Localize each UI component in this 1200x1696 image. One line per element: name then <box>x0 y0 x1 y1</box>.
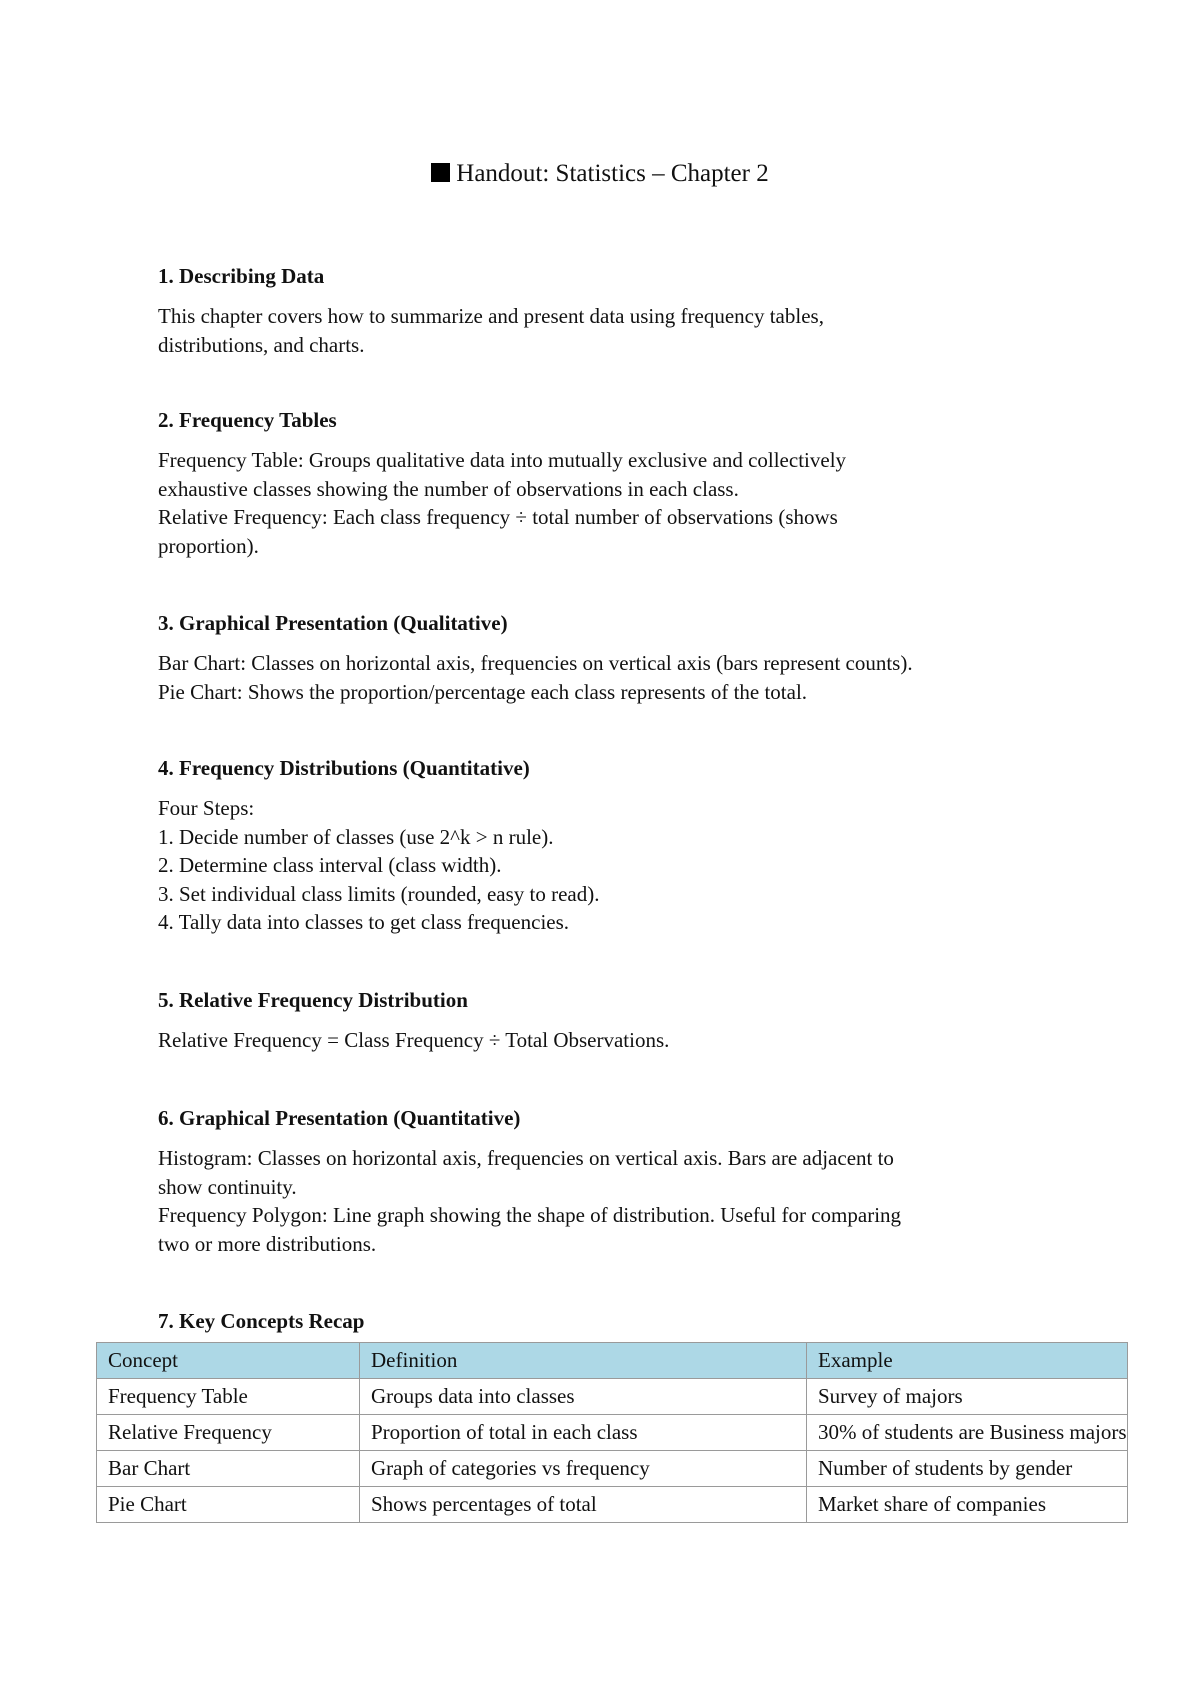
section-heading: 3. Graphical Presentation (Qualitative) <box>158 611 508 635</box>
section-heading: 6. Graphical Presentation (Quantitative) <box>158 1106 521 1130</box>
table-cell: Market share of companies <box>807 1487 1128 1523</box>
table-row <box>97 1451 1128 1487</box>
table-cell: 30% of students are Business majors <box>807 1415 1128 1451</box>
section-graphical-qualitative <box>158 609 1058 706</box>
black-square-icon <box>431 163 450 182</box>
table-cell: Number of students by gender <box>807 1451 1128 1487</box>
table-row <box>97 1415 1128 1451</box>
section-frequency-tables <box>158 406 1058 560</box>
section-heading: 5. Relative Frequency Distribution <box>158 988 468 1012</box>
table-cell: Frequency Table <box>97 1379 360 1415</box>
paragraph-line: Pie Chart: Shows the proportion/percentage each class represents of the total. <box>158 679 808 704</box>
column-header-concept: Concept <box>97 1343 360 1379</box>
table-cell: Graph of categories vs frequency <box>360 1451 807 1487</box>
table-cell: Shows percentages of total <box>360 1487 807 1523</box>
table-row <box>97 1379 1128 1415</box>
section-heading: 1. Describing Data <box>158 264 325 288</box>
section-frequency-distributions <box>158 754 1058 937</box>
paragraph-line: Relative Frequency = Class Frequency ÷ Total Observations. <box>158 1028 670 1052</box>
paragraph-line: two or more distributions. <box>158 1231 377 1256</box>
paragraph-line: 2. Determine class interval (class width). <box>158 853 502 877</box>
table-header-row <box>97 1343 1128 1379</box>
section-describing-data <box>158 262 1058 359</box>
section-heading: 4. Frequency Distributions (Quantitative) <box>158 756 530 780</box>
page-title <box>0 158 1200 190</box>
paragraph-line: Bar Chart: Classes on horizontal axis, frequencies on vertical axis (bars represent counts). <box>158 651 913 675</box>
paragraph-line: Frequency Table: Groups qualitative data into mutually exclusive and collectively <box>158 448 847 472</box>
key-concepts-table <box>96 1342 1128 1523</box>
table-cell: Groups data into classes <box>360 1379 807 1415</box>
table-cell: Relative Frequency <box>97 1415 360 1451</box>
paragraph-line: show continuity. <box>158 1174 297 1199</box>
column-header-definition: Definition <box>360 1343 807 1379</box>
paragraph-line: Frequency Polygon: Line graph showing the shape of distribution. Useful for comparing <box>158 1203 902 1227</box>
table-cell: Bar Chart <box>97 1451 360 1487</box>
paragraph-line: Histogram: Classes on horizontal axis, frequencies on vertical axis. Bars are adjacent to <box>158 1146 894 1170</box>
paragraph-line: 4. Tally data into classes to get class frequencies. <box>158 910 570 934</box>
paragraph-line: This chapter covers how to summarize and present data using frequency tables, <box>158 304 824 328</box>
section-key-concepts-recap <box>158 1307 1058 1335</box>
paragraph-line: Four Steps: <box>158 796 255 820</box>
section-relative-frequency-distribution <box>158 986 1058 1055</box>
section-graphical-quantitative <box>158 1104 1058 1258</box>
section-heading: 7. Key Concepts Recap <box>158 1309 365 1333</box>
table-cell: Survey of majors <box>807 1379 1128 1415</box>
paragraph-line: 1. Decide number of classes (use 2^k > n rule). <box>158 824 554 849</box>
paragraph-line: distributions, and charts. <box>158 332 365 357</box>
column-header-example: Example <box>807 1343 1128 1379</box>
table-row <box>97 1487 1128 1523</box>
paragraph-line: Relative Frequency: Each class frequency ÷ total number of observations (shows <box>158 505 838 529</box>
table-cell: Pie Chart <box>97 1487 360 1523</box>
table-cell: Proportion of total in each class <box>360 1415 807 1451</box>
section-heading: 2. Frequency Tables <box>158 408 337 432</box>
page-title-text: Handout: Statistics – Chapter 2 <box>456 160 769 187</box>
paragraph-line: proportion). <box>158 533 259 558</box>
paragraph-line: exhaustive classes showing the number of observations in each class. <box>158 476 739 501</box>
paragraph-line: 3. Set individual class limits (rounded, easy to read). <box>158 881 600 906</box>
